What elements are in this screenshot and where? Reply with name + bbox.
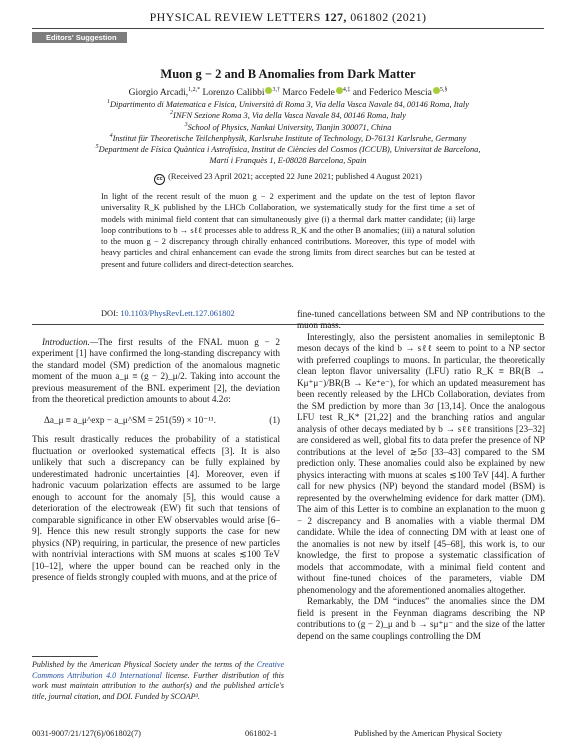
affiliation-line: Martí i Franquès 1, E-08028 Barcelona, Spain [209, 156, 367, 166]
author-list [0, 87, 576, 98]
license-footnote: Published by the American Physical Society under the terms of the Creative Commons Attribution 4.0 International license. Further distribution of this work must maintain attribution to the author(s) and the published article's title, journal citation, and DOI. Funded by SCOAP³. [32, 660, 285, 701]
orcid-icon[interactable] [336, 87, 343, 94]
affiliation-line: $^5$Department de Física Quàntica i Astrofísica, Institut de Ciències del Cosmos (ICCUB), Universitat de Barcelona, [95, 144, 481, 155]
author-and: and [352, 88, 367, 98]
affiliation-line: $^3$School of Physics, Nankai University, Tianjin 300071, China [184, 121, 392, 132]
right-column [297, 309, 545, 642]
affiliation-line: $^4$Institut für Theoretische Teilchenphysik, Karlsruhe Institute of Technology, D-76131 Karlsruhe, Germany [109, 133, 467, 143]
license-link[interactable]: Creative Commons Attribution 4.0 International [32, 660, 284, 680]
intro-heading: Introduction.— [42, 337, 99, 347]
author-name: Lorenzo Calibbi [202, 88, 265, 98]
intro-paragraph [32, 337, 280, 406]
intro-text: The first results of the FNAL muon g − 2 experiment [1] have confirmed the long-standing discrepancy with the standard model (SM) prediction of the anomalous magnetic moment of the muon a_μ ≡ (g − 2)_μ/2. Taking into account the previous measurement of the BNL experiment [2], the deviation from the theoretical prediction amounts to about 4.2σ: [32, 337, 280, 405]
orcid-icon[interactable] [433, 87, 440, 94]
affiliation-line: $^2$INFN Sezione Roma 3, Via della Vasca Navale 84, 00146 Roma, Italy [170, 110, 406, 121]
affiliation-list [0, 99, 576, 167]
author-affiliation-mark: 4,‡ [342, 86, 351, 93]
author-name: Federico Mescia [368, 88, 432, 98]
body-paragraph: Interestingly, also the persistent anomalies in semileptonic B meson decays of the kind b → sℓℓ seem to point to a NP sector with preferred couplings to muons. In particular, the theoretically clean lepton flavor universality (LFU) ratio R_K ≡ BR(B → Kμ⁺μ⁻)/BR(B → Ke⁺e⁻), for which an updated measurement has been recently released by the LHCb Collaboration, deviates from the SM prediction by more than 3σ [13,14]. Once the analogous LFU test R_K* [21,22] and the branching ratios and angular analysis of other decays mediated by b → sℓℓ transitions [23–32] are considered as well, global fits to data prefer the presence of NP contributions at the level of ≳5σ [33–43] compared to the SM prediction only. These anomalies could also be explained by new physics interacting with muons at scales ≲100 TeV [44]. A further call for new physics (NP) beyond the standard model (BSM) is represented by the overwhelming evidence for dark matter (DM). The aim of this Letter is to combine an explanation to the muon g − 2 discrepancy and B anomalies with a viable thermal DM candidate. While the idea of connecting DM with at least one of the anomalies is not new by itself [45–68], this work is, to our knowledge, the first to propose a systematic classification of models that accommodate, with a minimal field content and without fine-tuned choices of the parameters, viable DM phenomenology and the aforementioned anomalies altogether. [297, 331, 545, 595]
left-column [32, 337, 280, 584]
equation-1 [32, 415, 280, 426]
author-name: Marco Fedele [282, 88, 335, 98]
editors-suggestion-badge[interactable]: Editors' Suggestion [32, 32, 127, 43]
journal-volume: 127, [324, 10, 347, 24]
doi-line [101, 309, 235, 318]
footer-code: 0031-9007/21/127(6)/061802(7) [32, 729, 141, 738]
doi-link[interactable]: 10.1103/PhysRevLett.127.061802 [120, 309, 235, 318]
abstract: In light of the recent result of the muon g − 2 experiment and the update on the test of lepton flavor universality R_K published by the LHCb Collaboration, we systematically study for the first time a set of models with minimal field content that can simultaneously give (i) a thermal dark matter candidate; (ii) large loop contributions to b → sℓℓ processes able to address R_K and the other B anomalies; (iii) a natural solution to the muon g − 2 discrepancy through chirally enhanced contributions. Moreover, this type of model with heavy particles and chiral enhancement can evade the strong limits from direct searches but can be tested at present and future colliders and direct-detection searches. [101, 192, 475, 269]
author-affiliation-mark: 3,† [272, 86, 280, 93]
journal-name: PHYSICAL REVIEW LETTERS [149, 10, 321, 24]
author-affiliation-mark: 5,§ [439, 86, 448, 93]
affiliation-line: $^1$Dipartimento di Matematica e Fisica, Università di Roma 3, Via della Vasca Navale 84, 00146 Roma, Italy [107, 99, 469, 109]
body-paragraph: fine-tuned cancellations between SM and NP contributions to the muon mass. [297, 309, 545, 331]
footer-page-id: 061802-1 [245, 729, 278, 738]
dates-text: (Received 23 April 2021; accepted 22 June 2021; published 4 August 2021) [168, 172, 422, 181]
footnote-rule [32, 656, 98, 657]
author-name: Giorgio Arcadi, [128, 88, 189, 98]
paper-title: Muon g − 2 and B Anomalies from Dark Matter [160, 67, 416, 81]
header-rule [32, 28, 544, 29]
doi-label: DOI: [101, 309, 119, 318]
equation-number: (1) [269, 414, 280, 425]
publication-dates [0, 172, 576, 185]
body-paragraph: Remarkably, the DM “induces” the anomalies since the DM field is present in the Feynman diagrams describing the NP contributions to (g − 2)_μ and b → sμ⁺μ⁻ and the size of the latter depend on the same couplings controlling the DM [297, 596, 545, 641]
creative-commons-icon[interactable]: cc [154, 174, 165, 185]
equation-body: Δa_μ ≡ a_μ^exp − a_μ^SM = 251(59) × 10⁻¹¹. [44, 414, 216, 425]
body-paragraph: This result drastically reduces the probability of a statistical fluctuation or overlooked systematical effects [3]. It is also unlikely that such a discrepancy can be fully explained by underestimated hadronic uncertainties [4]. Moreover, even if hadronic vacuum polarization effects are assumed to be large enough to account for the anomaly [5], this would cause a deterioration of the electroweak (EW) fit such that tensions of comparable significance in other EW observables would arise [6–9]. Hence this new result strongly supports the case for new physics (NP) requiring, in particular, the presence of new particles with nontrivial interactions with SM muons at scales ≲100 TeV [10–12], where the upper bound can be reached only in the presence of fields strongly coupled with muons, and at the price of [32, 434, 280, 583]
author-affiliation-mark: 1,2,* [188, 86, 201, 93]
footer-publisher: Published by the American Physical Society [354, 729, 503, 738]
article-id: 061802 (2021) [350, 10, 427, 24]
journal-header [0, 10, 576, 25]
